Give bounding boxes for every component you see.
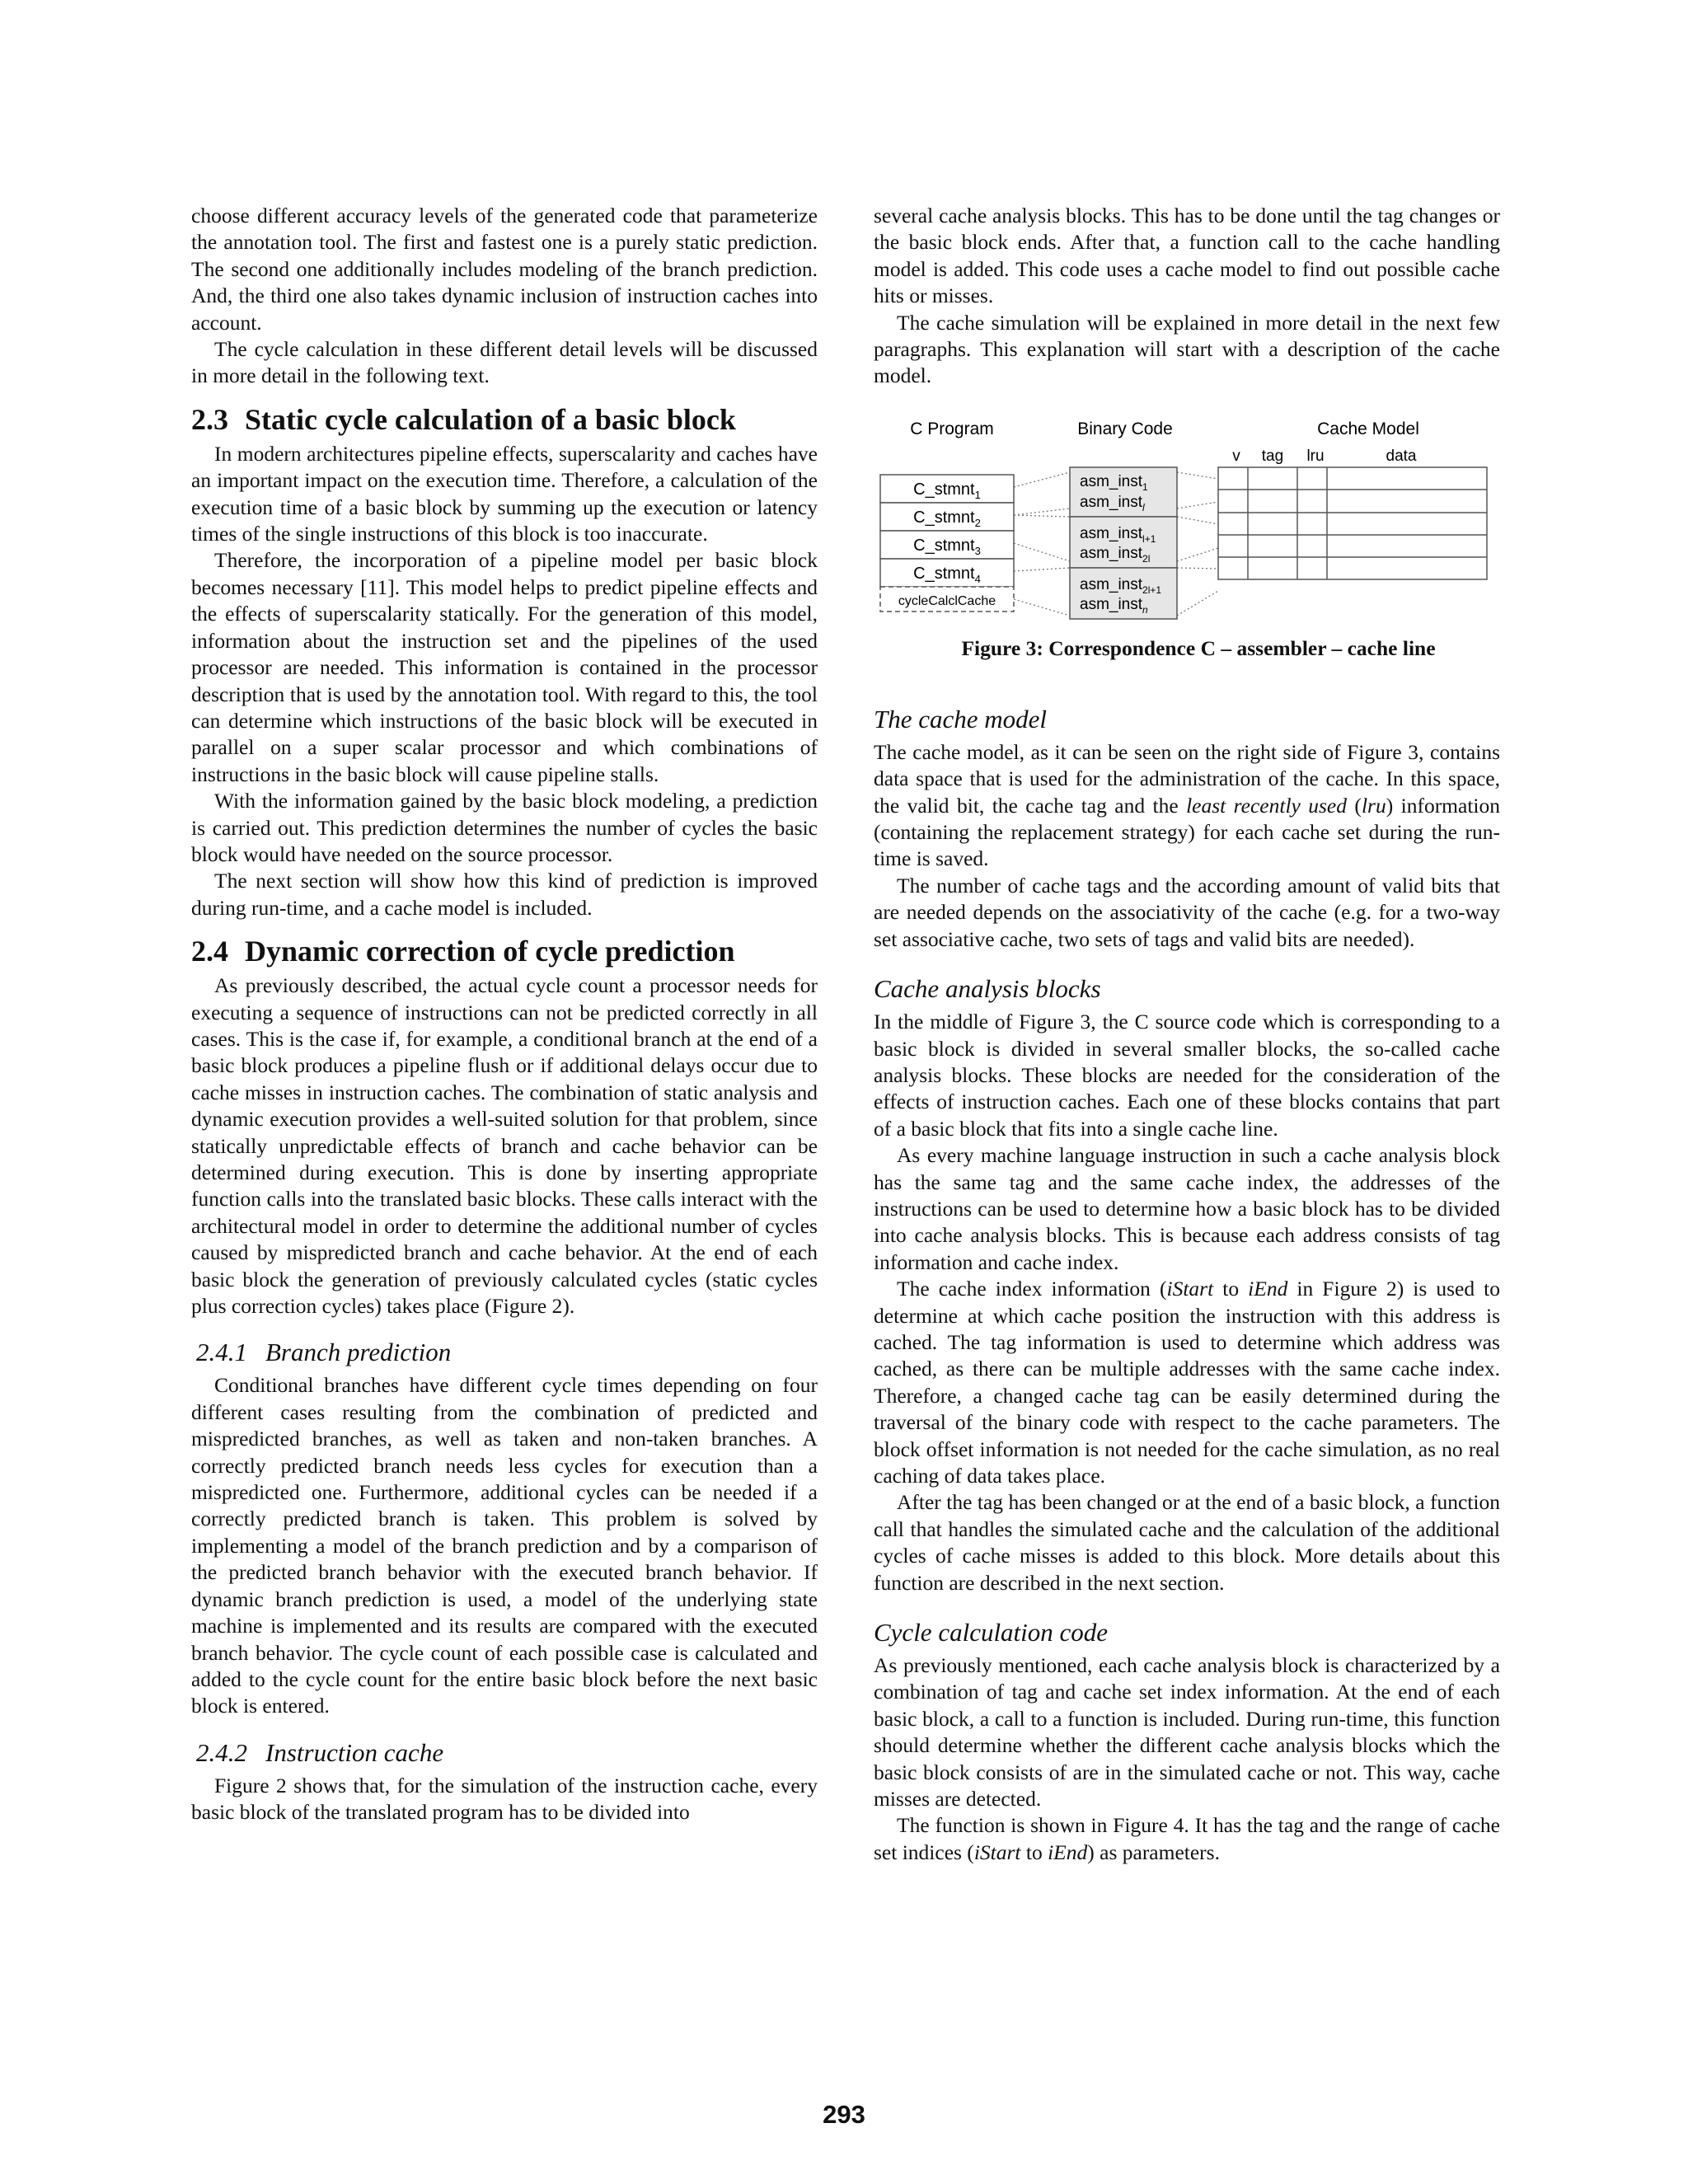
subsection-title: Instruction cache [265,1737,444,1767]
page-number: 293 [823,2100,865,2129]
subsection-number: 2.4.1 [196,1338,247,1367]
asm-inst-2l: asm_inst$_{2l}$ [1080,544,1151,565]
paragraph: As previously mentioned, each cache analysis block is characterized by a combination of tag and cache set index information. At the end of each basic block, a call to a function is included. During run-time, this function should determine whether the different cache analysis blocks which the basic block consists of are in the simulated cache or not. This way, cache misses are detected. [874,1653,1500,1811]
cycle-calc-cache: cycleCalclCache [898,593,996,608]
paragraph: Figure 2 shows that, for the simulation of the instruction cache, every basic block of the translated program has to be divided into [191,1773,818,1825]
figure-3 [874,413,1500,635]
cache-col-lru: lru [1306,447,1325,465]
c-stmnt-4: C_stmnt$_4$ [913,564,981,585]
paragraph: After the tag has been changed or at the end of a basic block, a function call that handles the simulated cache and the calculation of the additional cycles of cache misses is added to this block. More details about this function are described in the next section. [874,1490,1500,1595]
section-number: 2.4 [191,935,228,968]
paragraph: The cache simulation will be explained in more detail in the next few paragraphs. This explanation will start with a description of the cache model. [874,310,1500,388]
paragraph: The next section will show how this kind of prediction is improved during run-time, and a cache model is included. [191,869,818,920]
c-program-header: C Program [910,419,994,438]
paragraph: In the middle of Figure 3, the C source code which is corresponding to a basic block is divided in several smaller blocks, the so-called cache analysis blocks. These blocks are needed for the consideration of the effects of instruction caches. Each one of these blocks contains that part of a basic block that fits into a single cache line. [874,1010,1500,1141]
paragraph: Conditional branches have different cycle times depending on four different cases resulting from the combination of predicted and mispredicted branches, as well as taken and non-taken branches. A correctly predicted branch needs less cycles for execution than a mispredicted one. Furthermore, additional cycles can be needed if a correctly predicted branch is taken. This problem is solved by implementing a model of the branch prediction and by a comparison of the predicted branch behavior with the executed branch behavior. If dynamic branch prediction is used, a model of the underlying state machine is implemented and its results are compared with the executed branch behavior. The cycle count of each possible case is calculated and added to the cycle count for the entire basic block before the next basic block is entered. [191,1373,818,1718]
section-title: Dynamic correction of cycle prediction [245,935,735,968]
binary-code-header: Binary Code [1077,419,1173,438]
paragraph: In modern architectures pipeline effects, superscalarity and caches have an important impact on the execution time. Therefore, a calculation of the execution time of a basic block by summing up the execution or latency times of the single instructions of this block is too inaccurate. [191,441,818,546]
asm-inst-n: asm_inst$_n$ [1080,595,1148,616]
paragraph: The cache index information (iStart to iEnd in Figure 2) is used to determine at which cache position the instruction with this address is cached. The tag information is used to determine which address was cached, as there can be multiple addresses with the same cache index. Therefore, a changed cache tag can be easily determined during the traversal of the binary code with respect to the cache parameters. The block offset information is not needed for the cache simulation, as no real caching of data takes place. [874,1277,1500,1488]
c-stmnt-2: C_stmnt$_2$ [913,508,981,529]
subsection-title: Branch prediction [265,1338,452,1367]
heading-cache-analysis-blocks: Cache analysis blocks [874,974,1101,1004]
asm-inst-2l-plus-1: asm_inst$_{2l+1}$ [1080,575,1162,596]
subsection-heading-2-4-2 [196,1736,818,1769]
cache-model-header: Cache Model [1317,419,1419,438]
figure-3-caption: Figure 3: Correspondence C – assembler – cache line [961,635,1436,660]
c-program-column [880,475,1014,612]
cache-col-data: data [1386,447,1417,465]
asm-inst-1: asm_inst$_1$ [1080,472,1148,493]
paragraph: The number of cache tags and the according amount of valid bits that are needed depends on the associativity of the cache (e.g. for a two-way set associative cache, two sets of tags and valid bits are needed). [874,873,1500,951]
section-number: 2.3 [191,402,228,436]
right-column [874,203,1500,1866]
left-column [191,203,818,1826]
section-heading-2-3 [191,401,818,438]
subsection-number: 2.4.2 [196,1737,247,1767]
asm-inst-l-plus-1: asm_inst$_{l+1}$ [1080,524,1156,545]
c-stmnt-1: C_stmnt$_1$ [913,480,981,501]
paragraph: The cycle calculation in these different detail levels will be discussed in more detail in the following text. [191,337,818,388]
section-heading-2-4 [191,933,818,969]
heading-cycle-calculation-code: Cycle calculation code [874,1618,1109,1647]
paragraph: several cache analysis blocks. This has to be done until the tag changes or the basic block ends. After that, a function call to the cache handling model is added. This code uses a cache model to find out possible cache hits or misses. [874,204,1500,308]
section-title: Static cycle calculation of a basic block [245,402,736,436]
paragraph: With the information gained by the basic block modeling, a prediction is carried out. This prediction determines the number of cycles the basic block would have needed on the source processor. [191,789,818,866]
paragraph: As previously described, the actual cycle count a processor needs for executing a sequence of instructions can not be predicted correctly in all cases. This is the case if, for example, a conditional branch at the end of a basic block produces a pipeline flush or if additional delays occur due to cache misses in instruction caches. The combination of static analysis and dynamic execution provides a well-suited solution for that problem, since statically unpredictable effects of branch and cache behavior can be determined during execution. This is done by inserting appropriate function calls into the translated basic blocks. These calls interact with the architectural model in order to determine the additional number of cycles caused by mispredicted branch and cache behavior. At the end of each basic block the generation of previously calculated cycles (static cycles plus correction cycles) takes place (Figure 2). [191,973,818,1319]
paragraph: Therefore, the incorporation of a pipeline model per basic block becomes necessary [11]. This model helps to predict pipeline effects and the effects of superscalarity statically. For the generation of this model, information about the instruction set and the pipelines of the used processor are needed. This information is contained in the processor description that is used by the annotation tool. With regard to this, the tool can determine which instructions of the basic block will be executed in parallel on a super scalar processor and which combinations of instructions in the basic block will cause pipeline stalls. [191,548,818,786]
cache-col-v: v [1232,447,1240,465]
paragraph: The function is shown in Figure 4. It has the tag and the range of cache set indices (iStart to iEnd) as parameters. [874,1813,1500,1864]
paragraph: As every machine language instruction in such a cache analysis block has the same tag and the same cache index, the addresses of the instructions can be used to determine how a basic block has to be divided into cache analysis blocks. This is because each address consists of tag information and cache index. [874,1143,1500,1274]
heading-cache-model: The cache model [874,704,1048,733]
paragraph: The cache model, as it can be seen on the right side of Figure 3, contains data space that is used for the administration of the cache. In this space, the valid bit, the cache tag and the least recently used (lru) information (containing the replacement strategy) for each cache set during the run-time is saved. [874,739,1501,871]
asm-inst-l: asm_inst$_l$ [1080,493,1145,513]
cache-model-table [1218,467,1487,579]
paragraph: choose different accuracy levels of the generated code that parameterize the annotation tool. The first and fastest one is a purely static prediction. The second one additionally includes modeling of the branch prediction. And, the third one also takes dynamic inclusion of instruction caches into account. [191,204,818,335]
subsection-heading-2-4-1 [196,1336,818,1369]
cache-col-tag: tag [1261,447,1284,465]
figure-3-diagram [874,413,1500,635]
c-stmnt-3: C_stmnt$_3$ [913,536,981,557]
binary-code-column [1070,467,1177,619]
